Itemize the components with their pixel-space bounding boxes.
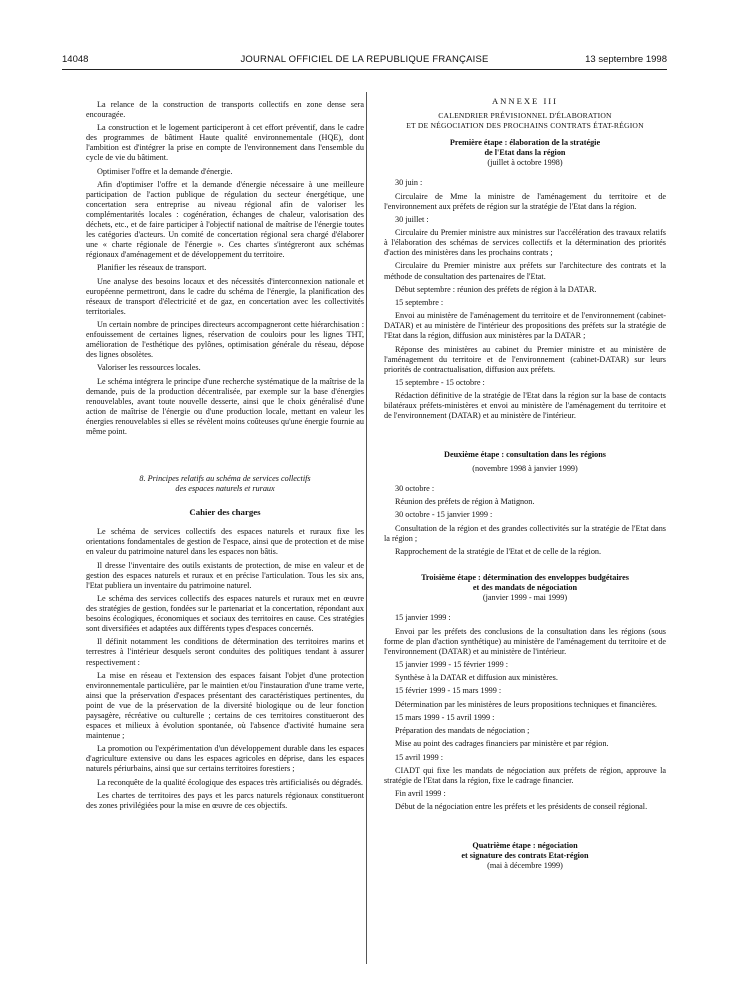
calendar-item: Circulaire du Premier ministre aux ministres sur l'accélération des travaux relatifs à l'élaboration des schémas de services collectifs et la détermination des priorités d'action des ministères dans les prochains contrats ; xyxy=(384,228,666,258)
subheading: Valoriser les ressources locales. xyxy=(97,363,201,373)
calendar-item: Fin avril 1999 : xyxy=(395,789,446,799)
right-column xyxy=(384,96,666,875)
calendar-item: Circulaire de Mme la ministre de l'aménagement du territoire et de l'environnement aux préfets de région sur la stratégie de l'Etat dans la région. xyxy=(384,191,666,211)
calendar-item: Envoi par les préfets des conclusions de la consultation dans les régions (sous forme de plan d'action synthétique) au ministère de l'aménagement du territoire et de l'environnement (DATAR) et au ministère de l'intérieur. xyxy=(384,626,666,656)
calendar-item: Réunion des préfets de région à Matignon. xyxy=(395,497,535,507)
calendar-item: Détermination par les ministères de leurs propositions techniques et financières. xyxy=(395,699,657,709)
section-8-title-line: 8. Principes relatifs au schéma de services collectifs xyxy=(139,474,311,484)
publication-date: 13 septembre 1998 xyxy=(585,54,667,65)
calendar-item: 15 janvier 1999 : xyxy=(395,613,451,623)
calendar-item: 15 janvier 1999 - 15 février 1999 : xyxy=(395,659,509,669)
section-8-title xyxy=(86,474,364,494)
paragraph: La mise en réseau et l'extension des espaces faisant l'objet d'une protection environnementale particulière, par le maintien et/ou l'instauration d'une trame verte, ainsi que la préservation d'espaces présentant des caractéristiques pertinentes, du point de vue de la préservation de la diversité biologique ou de leur fonction paysagère, récréative ou culturelle ; certains de ces territoires constitueront des espaces et milieux à évolution spontanée, où l'absence d'activité humaine sera maintenue ; xyxy=(86,670,364,741)
paragraph: Un certain nombre de principes directeurs accompagneront cette hiérarchisation : enfouissement de certaines lignes, réservation de couloirs pour les lignes THT, amélioration de l'esthétique des pylônes, optimisation générale du réseau, dépose des lignes obsolètes. xyxy=(86,320,364,360)
calendar-item: 30 juin : xyxy=(395,178,423,188)
paragraph: Une analyse des besoins locaux et des nécessités d'interconnexion nationale et européenne permettront, dans le cadre du schéma de l'énergie, la planification des réseaux de transport d'électricité et de gaz, en concertation avec les collectivités territoriales. xyxy=(86,276,364,316)
stage-3-title xyxy=(384,573,666,593)
calendar-item: CIADT qui fixe les mandats de négociation aux préfets de région, approuve la stratégie de l'Etat dans la région, fixe le cadrage financier. xyxy=(384,765,666,785)
stage-2-title: Deuxième étape : consultation dans les régions xyxy=(444,450,606,460)
calendar-item: 30 octobre : xyxy=(395,483,435,493)
stage-1-period: (juillet à octobre 1998) xyxy=(487,158,563,168)
calendar-item: 15 septembre - 15 octobre : xyxy=(395,377,485,387)
cahier-heading: Cahier des charges xyxy=(189,507,261,518)
paragraph: Le schéma de services collectifs des espaces naturels et ruraux fixe les orientations fondamentales de gestion de l'espace, ainsi que de protection et de mise en valeur du patrimoine naturel dans les espaces non bâtis. xyxy=(86,527,364,557)
paragraph: La promotion ou l'expérimentation d'un développement durable dans les espaces d'agriculture extensive ou dans les espaces agricoles en déprise, dans les espaces naturels périurbains, ainsi que sur certains territoires forestiers ; xyxy=(86,744,364,774)
calendar-item: 15 avril 1999 : xyxy=(395,752,443,762)
paragraph: La reconquête de la qualité écologique des espaces très artificialisés ou dégradés. xyxy=(97,777,363,787)
paragraph: Les chartes de territoires des pays et les parcs naturels régionaux constitueront des zones privilégiées pour la mise en œuvre de ces objectifs. xyxy=(86,790,364,810)
calendar-item: Début de la négociation entre les préfets et les présidents de conseil régional. xyxy=(395,802,648,812)
stage-title-line: Troisième étape : détermination des enveloppes budgétaires xyxy=(421,573,629,583)
paragraph: La relance de la construction de transports collectifs en zone dense sera encouragée. xyxy=(86,100,364,120)
left-column xyxy=(86,100,364,814)
calendar-item: Mise au point des cadrages financiers par ministère et par région. xyxy=(395,739,609,749)
page-number: 14048 xyxy=(62,54,89,65)
calendar-title-line: ET DE NÉGOCIATION DES PROCHAINS CONTRATS ÉTAT-RÉGION xyxy=(406,121,644,131)
calendar-item: Envoi au ministère de l'aménagement du territoire et de l'environnement (cabinet-DATAR) et au ministère de l'intérieur des propositions des préfets sur la stratégie de l'Etat dans la région, diffusion aux ministères par la DATAR ; xyxy=(384,311,666,341)
paragraph: Il définit notamment les conditions de détermination des territoires marins et terrestres à l'intérieur desquels seront conduites des politiques tendant à assurer respectivement : xyxy=(86,637,364,667)
stage-title-line: Quatrième étape : négociation xyxy=(472,841,578,851)
calendar-item: Consultation de la région et des grandes collectivités sur la stratégie de l'Etat dans la région ; xyxy=(384,523,666,543)
calendar-title-line: CALENDRIER PRÉVISIONNEL D'ÉLABORATION xyxy=(438,111,612,121)
subheading: Planifier les réseaux de transport. xyxy=(97,263,207,273)
stage-2-period: (novembre 1998 à janvier 1999) xyxy=(472,463,578,473)
calendar-item: 30 octobre - 15 janvier 1999 : xyxy=(395,510,493,520)
stage-title-line: de l'Etat dans la région xyxy=(484,148,566,158)
calendar-item: Circulaire du Premier ministre aux préfets sur l'architecture des contrats et la méthode de consultation des partenaires de l'Etat. xyxy=(384,261,666,281)
page-header xyxy=(62,52,667,68)
paragraph: Il dresse l'inventaire des outils existants de protection, de mise en valeur et de gestion des espaces naturels et ruraux et en précise l'articulation. Tous les six ans, l'Etat publiera un inventaire du patrimoine naturel. xyxy=(86,560,364,590)
calendar-item: 15 mars 1999 - 15 avril 1999 : xyxy=(395,712,495,722)
paragraph: Afin d'optimiser l'offre et la demande d'énergie nécessaire à une meilleure participation de l'action publique de régulation du secteur énergétique, une concertation sera entreprise au niveau régional afin de valoriser les complémentarités locales : cogénération, échanges de chaleur, valorisation des déchets, etc., et de faire participer à l'objectif national de maîtrise de l'énergie toutes les catégories d'acteurs. Un comité de concertation régional sera chargé d'élaborer une « charte régionale de l'énergie ». Ces chartes s'intégreront aux schémas régionaux d'aménagement et de développement du territoire. xyxy=(86,179,364,260)
calendar-item: 15 septembre : xyxy=(395,297,444,307)
subheading: Optimiser l'offre et la demande d'énergie. xyxy=(97,166,233,176)
column-divider xyxy=(366,92,367,964)
paragraph: Le schéma des services collectifs des espaces naturels et ruraux met en œuvre des stratégies de gestion, fondées sur le partenariat et la concertation, répondant aux besoins écologiques, économiques et sociaux des territoires en cause. Ces stratégies sont diversifiées et adaptées aux différents types d'espaces concernés. xyxy=(86,594,364,634)
paragraph: Le schéma intégrera le principe d'une recherche systématique de la maîtrise de la demande, puis de la production décentralisée, par exemple sur la base d'énergies renouvelables, avant toute nouvelle desserte, ainsi que le choix généralisé d'une action de maîtrise de l'énergie ou d'une production locale, mettant en valeur les énergies renouvelables si elles se révèlent moins coûteuses qu'une énergie fournie au même point. xyxy=(86,376,364,436)
calendar-item: Début septembre : réunion des préfets de région à la DATAR. xyxy=(395,284,597,294)
paragraph: La construction et le logement participeront à cet effort préventif, dans le cadre des programmes de bâtiment Haute qualité environnementale (HQE), dont l'ambition est d'intégrer la prise en compte de l'environnement dans l'ensemble du cycle de vie du bâtiment. xyxy=(86,123,364,163)
section-8-title-line: des espaces naturels et ruraux xyxy=(175,484,275,494)
calendar-item: Préparation des mandats de négociation ; xyxy=(395,726,530,736)
stage-title-line: et signature des contrats Etat-région xyxy=(461,851,589,861)
calendar-title xyxy=(384,111,666,131)
stage-4-period: (mai à décembre 1999) xyxy=(487,861,563,871)
stage-1-title xyxy=(384,138,666,158)
header-rule xyxy=(62,69,667,70)
stage-4-title xyxy=(384,841,666,861)
calendar-item: 30 juillet : xyxy=(395,214,429,224)
calendar-item: Synthèse à la DATAR et diffusion aux ministères. xyxy=(395,673,558,683)
calendar-item: Rapprochement de la stratégie de l'Etat et de celle de la région. xyxy=(395,546,602,556)
calendar-item: Rédaction définitive de la stratégie de l'Etat dans la région sur la base de contacts bilatéraux préfets-ministères et envoi au ministère de l'aménagement du territoire et de l'environnement (DATAR) et au ministère de l'intérieur. xyxy=(384,391,666,421)
stage-title-line: Première étape : élaboration de la stratégie xyxy=(449,138,601,148)
annex-title: ANNEXE III xyxy=(491,96,559,106)
calendar-item: Réponse des ministères au cabinet du Premier ministre et au ministère de l'aménagement du territoire et de l'environnement (cabinet-DATAR) sur leurs priorités de contractualisation, diffusion aux préfets. xyxy=(384,344,666,374)
stage-title-line: et des mandats de négociation xyxy=(472,583,578,593)
journal-title: JOURNAL OFFICIEL DE LA REPUBLIQUE FRANÇAISE xyxy=(240,54,489,65)
calendar-item: 15 février 1999 - 15 mars 1999 : xyxy=(395,686,502,696)
stage-3-period: (janvier 1999 - mai 1999) xyxy=(482,593,568,603)
